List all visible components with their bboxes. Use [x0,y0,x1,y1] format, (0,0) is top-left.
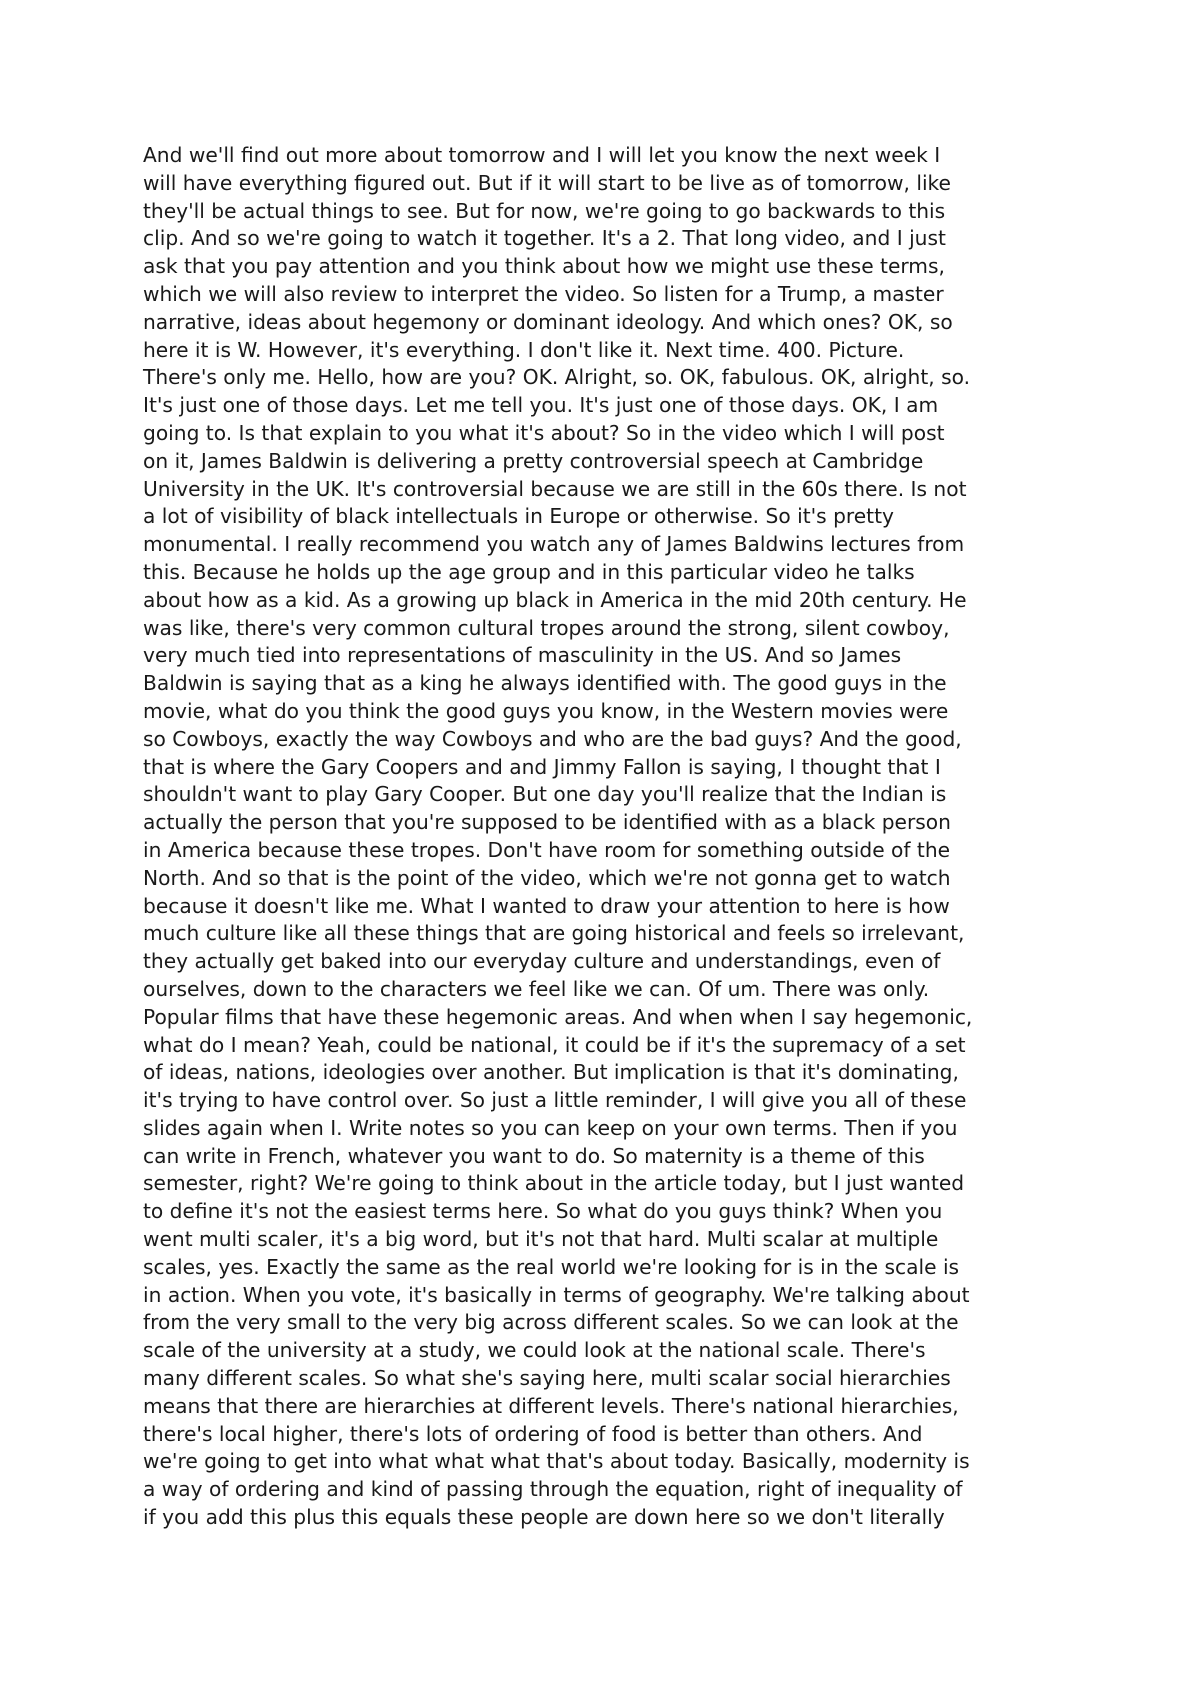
text-line: Popular films that have these hegemonic areas. And when when I say hegemonic, [143,1004,973,1029]
text-line: because it doesn't like me. What I wanted to draw your attention to here is how [143,893,950,918]
text-line: means that there are hierarchies at different levels. There's national hierarchies, [143,1393,959,1418]
text-line: clip. And so we're going to watch it together. It's a 2. That long video, and I just [143,226,946,251]
text-line: monumental. I really recommend you watch any of James Baldwins lectures from [143,532,965,557]
text-line: in America because these tropes. Don't have room for something outside of the [143,837,951,862]
text-line: University in the UK. It's controversial because we are still in the 60s there. Is not [143,476,967,501]
text-line: on it, James Baldwin is delivering a pretty controversial speech at Cambridge [143,448,924,473]
text-line: it's trying to have control over. So just a little reminder, I will give you all of these [143,1088,967,1113]
text-line: actually the person that you're supposed to be identified with as a black person [143,810,951,835]
text-line: was like, there's very common cultural tropes around the strong, silent cowboy, [143,615,950,640]
text-line: ourselves, down to the characters we feel like we can. Of um. There was only. [143,976,930,1001]
text-line: what do I mean? Yeah, could be national, it could be if it's the supremacy of a set [143,1032,966,1057]
text-line: North. And so that is the point of the video, which we're not gonna get to watch [143,865,951,890]
text-line: shouldn't want to play Gary Cooper. But one day you'll realize that the Indian is [143,782,947,807]
text-line: they actually get baked into our everyday culture and understandings, even of [143,949,941,974]
text-line: if you add this plus this equals these people are down here so we don't literally [143,1505,945,1530]
text-line: they'll be actual things to see. But for now, we're going to go backwards to this [143,198,946,223]
text-line: so Cowboys, exactly the way Cowboys and who are the bad guys? And the good, [143,726,962,751]
text-line: from the very small to the very big across different scales. So we can look at the [143,1310,959,1335]
text-line: that is where the Gary Coopers and and Jimmy Fallon is saying, I thought that I [143,754,941,779]
text-line: many different scales. So what she's saying here, multi scalar social hierarchies [143,1366,951,1391]
text-line: And we'll find out more about tomorrow and I will let you know the next week I [143,143,941,167]
text-line: slides again when I. Write notes so you can keep on your own terms. Then if you [143,1115,958,1140]
text-line: movie, what do you think the good guys you know, in the Western movies were [143,698,949,723]
text-line: There's only me. Hello, how are you? OK. Alright, so. OK, fabulous. OK, alright, so. [143,365,970,390]
text-line: much culture like all these things that are going historical and feels so irrelevant, [143,921,965,946]
text-line: about how as a kid. As a growing up black in America in the mid 20th century. He [143,587,967,612]
text-line: of ideas, nations, ideologies over another. But implication is that it's dominating, [143,1060,959,1085]
text-line: can write in French, whatever you want to do. So maternity is a theme of this [143,1143,925,1168]
text-line: very much tied into representations of masculinity in the US. And so James [143,643,902,668]
text-line: Baldwin is saying that as a king he always identified with. The good guys in the [143,671,947,696]
text-line: semester, right? We're going to think about in the article today, but I just wanted [143,1171,965,1196]
text-line: here it is W. However, it's everything. I don't like it. Next time. 400. Picture. [143,337,905,362]
text-line: scales, yes. Exactly the same as the real world we're looking for is in the scale is [143,1254,960,1279]
text-line: a lot of visibility of black intellectuals in Europe or otherwise. So it's pretty [143,504,894,529]
text-line: going to. Is that explain to you what it's about? So in the video which I will post [143,420,945,445]
text-line: narrative, ideas about hegemony or dominant ideology. And which ones? OK, so [143,309,953,334]
text-line: It's just one of those days. Let me tell you. It's just one of those days. OK, I am [143,393,939,418]
text-line: we're going to get into what what what that's about today. Basically, modernity is [143,1449,970,1474]
text-line: will have everything figured out. But if it will start to be live as of tomorrow, like [143,170,951,195]
text-line: to define it's not the easiest terms here. So what do you guys think? When you [143,1199,943,1224]
text-line: a way of ordering and kind of passing through the equation, right of inequality of [143,1477,963,1502]
text-line: in action. When you vote, it's basically in terms of geography. We're talking about [143,1282,970,1307]
text-line: this. Because he holds up the age group and in this particular video he talks [143,559,915,584]
text-line: scale of the university at a study, we could look at the national scale. There's [143,1338,926,1363]
text-line: went multi scaler, it's a big word, but it's not that hard. Multi scalar at multiple [143,1227,939,1252]
text-line: there's local higher, there's lots of ordering of food is better than others. And [143,1421,923,1446]
text-line: which we will also review to interpret the video. So listen for a Trump, a master [143,281,944,306]
text-line: ask that you pay attention and you think about how we might use these terms, [143,254,945,279]
transcript-paragraph [143,142,1083,1532]
